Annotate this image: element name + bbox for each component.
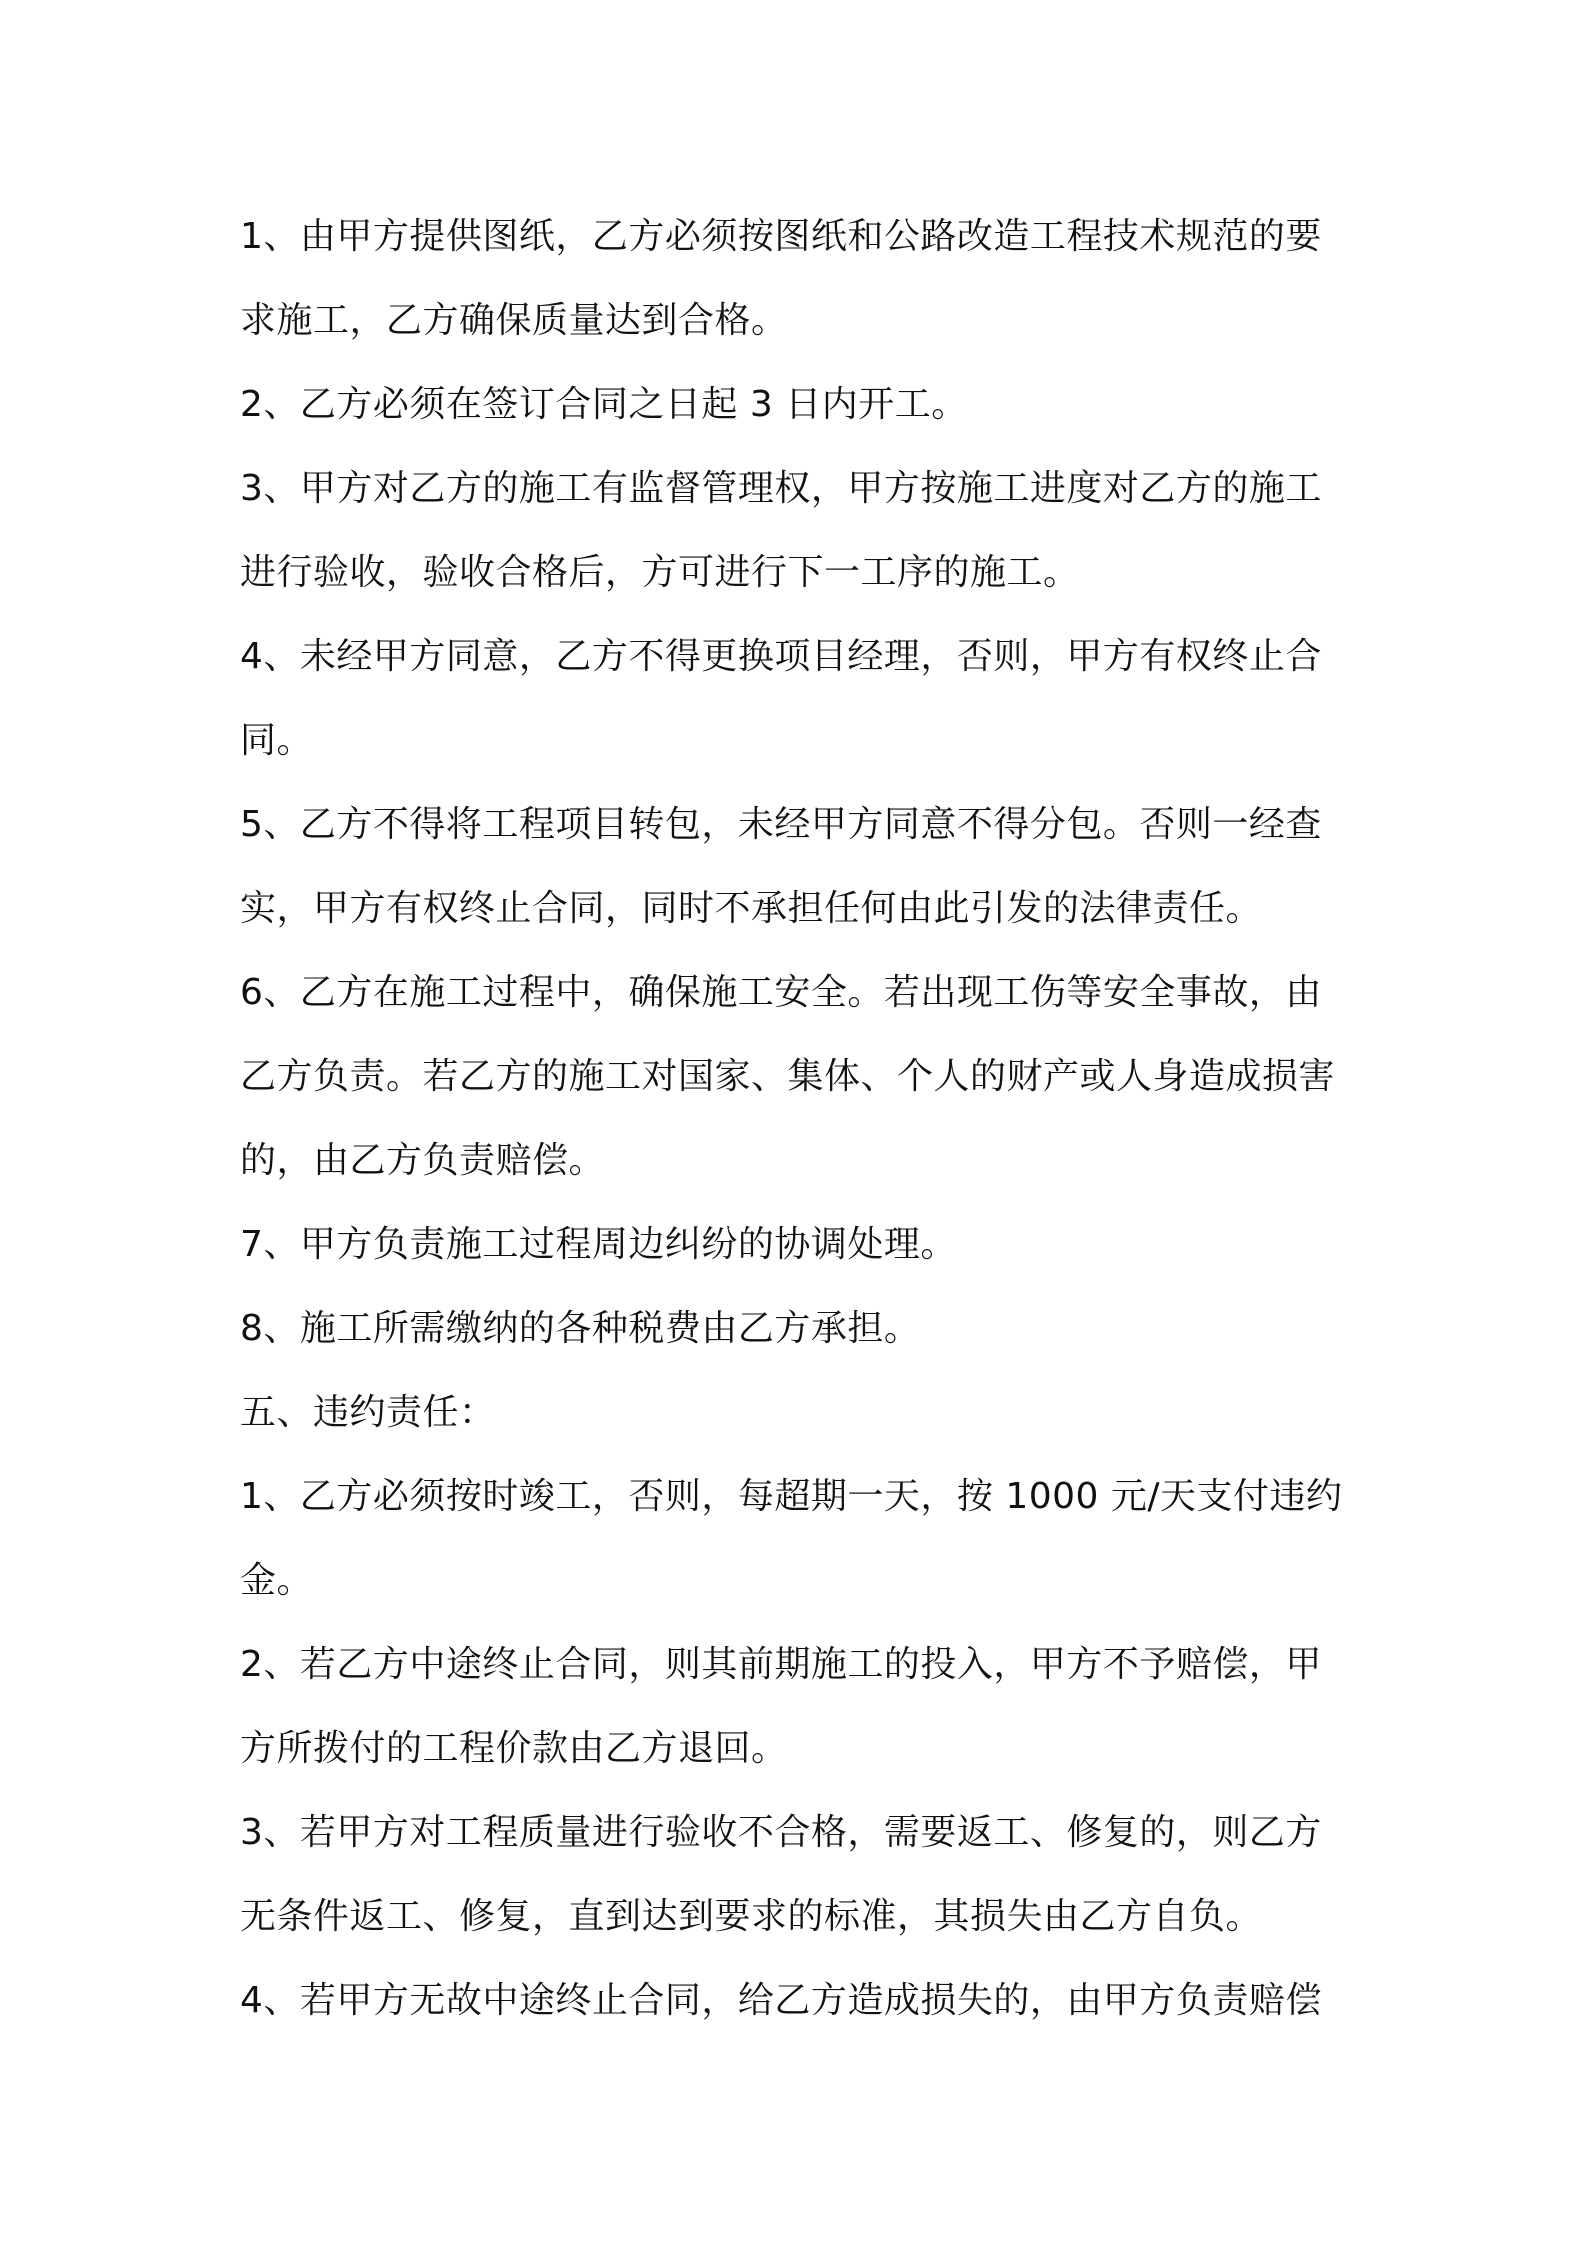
text-line: 4、若甲方无故中途终止合同，给乙方造成损失的，由甲方负责赔偿 <box>240 1980 1322 2021</box>
section-heading: 五、违约责任： <box>240 1392 496 1433</box>
document-body <box>240 195 1350 2043</box>
text-line: 1、由甲方提供图纸，乙方必须按图纸和公路改造工程技术规范的要 <box>240 216 1322 257</box>
text-line: 5、乙方不得将工程项目转包，未经甲方同意不得分包。否则一经查 <box>240 804 1322 845</box>
text-line: 7、甲方负责施工过程周边纠纷的协调处理。 <box>240 1224 957 1265</box>
text-line: 进行验收，验收合格后，方可进行下一工序的施工。 <box>240 552 1080 593</box>
text-line: 6、乙方在施工过程中，确保施工安全。若出现工伤等安全事故，由 <box>240 972 1322 1013</box>
text-line: 4、未经甲方同意，乙方不得更换项目经理，否则，甲方有权终止合 <box>240 636 1322 677</box>
text-line: 乙方负责。若乙方的施工对国家、集体、个人的财产或人身造成损害 <box>240 1056 1336 1097</box>
text-line: 1、乙方必须按时竣工，否则，每超期一天，按 1000 元/天支付违约 <box>240 1476 1343 1517</box>
text-line: 求施工，乙方确保质量达到合格。 <box>240 300 788 341</box>
text-line: 3、若甲方对工程质量进行验收不合格，需要返工、修复的，则乙方 <box>240 1812 1322 1853</box>
text-line: 实，甲方有权终止合同，同时不承担任何由此引发的法律责任。 <box>240 888 1263 929</box>
text-line: 2、若乙方中途终止合同，则其前期施工的投入，甲方不予赔偿，甲 <box>240 1644 1322 1685</box>
text-line: 3、甲方对乙方的施工有监督管理权，甲方按施工进度对乙方的施工 <box>240 468 1322 509</box>
text-line: 2、乙方必须在签订合同之日起 3 日内开工。 <box>240 384 968 425</box>
text-line: 无条件返工、修复，直到达到要求的标准，其损失由乙方自负。 <box>240 1896 1263 1937</box>
text-line: 金。 <box>240 1560 314 1601</box>
text-line: 8、施工所需缴纳的各种税费由乙方承担。 <box>240 1308 921 1349</box>
text-line: 方所拨付的工程价款由乙方退回。 <box>240 1728 788 1769</box>
text-line: 的，由乙方负责赔偿。 <box>240 1140 606 1181</box>
text-line: 同。 <box>240 720 314 761</box>
